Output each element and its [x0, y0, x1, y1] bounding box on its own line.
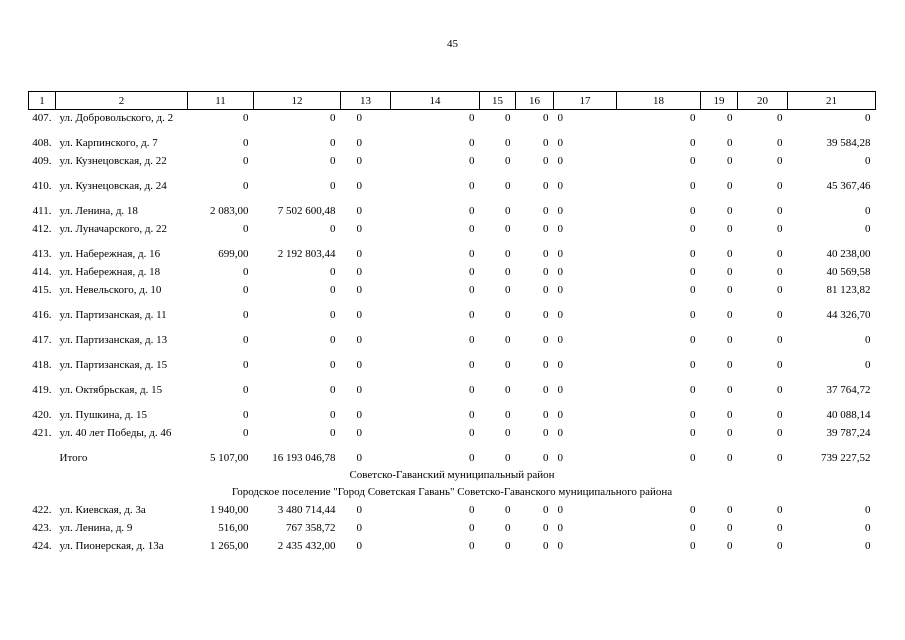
value-cell: 0: [330, 384, 336, 396]
value-cell: 0: [727, 180, 733, 192]
value-cell: 1 940,00: [210, 504, 249, 516]
col-header: 13: [341, 92, 391, 110]
value-cell: 0: [469, 384, 475, 396]
value-cell: 0: [727, 334, 733, 346]
value-cell: 0: [690, 155, 696, 167]
section-title: Советско-Гаванский муниципальный район: [349, 469, 555, 481]
value-cell: 0: [690, 223, 696, 235]
row-number: 416.: [32, 309, 52, 321]
total-cell: 0: [356, 452, 362, 464]
value-cell: 0: [505, 155, 511, 167]
col-header: 2: [56, 92, 188, 110]
value-cell: 0: [690, 180, 696, 192]
address-cell: ул. Партизанская, д. 13: [59, 334, 168, 346]
table-row: [29, 332, 876, 357]
address-cell: ул. Набережная, д. 16: [59, 248, 161, 260]
col-header: 14: [391, 92, 480, 110]
value-cell: 0: [865, 504, 871, 516]
value-cell: 0: [469, 309, 475, 321]
value-cell: 0: [557, 266, 563, 278]
value-cell: 0: [543, 266, 549, 278]
value-cell: 0: [690, 359, 696, 371]
header-row: [29, 92, 876, 110]
table-row: [29, 221, 876, 246]
value-cell: 699,00: [218, 248, 249, 260]
value-cell: 0: [690, 112, 696, 124]
value-cell: 0: [330, 409, 336, 421]
value-cell: 0: [727, 223, 733, 235]
address-cell: ул. Ленина, д. 9: [59, 522, 133, 534]
value-cell: 0: [727, 504, 733, 516]
table-row: [29, 307, 876, 332]
col-header: 20: [738, 92, 788, 110]
total-cell: 0: [727, 452, 733, 464]
value-cell: 0: [469, 205, 475, 217]
value-cell: 0: [777, 540, 783, 552]
value-cell: 0: [330, 334, 336, 346]
value-cell: 0: [356, 248, 362, 260]
address-cell: ул. Луначарского, д. 22: [59, 223, 167, 235]
value-cell: 0: [469, 266, 475, 278]
total-cell: 0: [505, 452, 511, 464]
row-number: 421.: [32, 427, 52, 439]
value-cell: 0: [557, 359, 563, 371]
table-row: [29, 282, 876, 307]
address-cell: ул. Партизанская, д. 15: [59, 359, 168, 371]
value-cell: 0: [469, 180, 475, 192]
value-cell: 1 265,00: [210, 540, 249, 552]
value-cell: 0: [469, 359, 475, 371]
value-cell: 0: [543, 427, 549, 439]
value-cell: 0: [543, 205, 549, 217]
value-cell: 0: [777, 205, 783, 217]
value-cell: 0: [690, 409, 696, 421]
value-cell: 0: [690, 504, 696, 516]
value-cell: 2 083,00: [210, 205, 249, 217]
value-cell: 767 358,72: [286, 522, 336, 534]
value-cell: 0: [505, 223, 511, 235]
value-cell: 0: [727, 540, 733, 552]
value-cell: 0: [557, 112, 563, 124]
value-cell: 0: [865, 359, 871, 371]
value-cell: 0: [356, 504, 362, 516]
value-cell: 0: [469, 223, 475, 235]
address-cell: ул. Партизанская, д. 11: [59, 309, 167, 321]
table-row: [29, 110, 876, 136]
row-number: 414.: [32, 266, 52, 278]
total-label: Итого: [59, 452, 88, 464]
total-cell: 0: [777, 452, 783, 464]
value-cell: 0: [330, 223, 336, 235]
value-cell: 0: [727, 359, 733, 371]
row-number: 422.: [32, 504, 52, 516]
value-cell: 0: [243, 137, 249, 149]
value-cell: 0: [356, 309, 362, 321]
row-number: 408.: [32, 137, 52, 149]
value-cell: 0: [469, 427, 475, 439]
data-table: [28, 91, 876, 563]
value-cell: 0: [330, 427, 336, 439]
value-cell: 0: [865, 540, 871, 552]
address-cell: ул. Октябрьская, д. 15: [59, 384, 163, 396]
table-row: [29, 382, 876, 407]
value-cell: 0: [777, 504, 783, 516]
value-cell: 516,00: [218, 522, 249, 534]
value-cell: 0: [777, 427, 783, 439]
value-cell: 0: [690, 522, 696, 534]
value-cell: 0: [356, 522, 362, 534]
value-cell: 39 584,28: [826, 137, 871, 149]
address-cell: ул. Добровольского, д. 2: [59, 112, 174, 124]
value-cell: 0: [777, 359, 783, 371]
row-number: 420.: [32, 409, 52, 421]
total-cell: 739 227,52: [821, 452, 871, 464]
value-cell: 0: [777, 309, 783, 321]
value-cell: 0: [243, 223, 249, 235]
value-cell: 0: [330, 359, 336, 371]
value-cell: 0: [505, 427, 511, 439]
value-cell: 0: [557, 334, 563, 346]
col-header: 12: [254, 92, 341, 110]
value-cell: 0: [690, 284, 696, 296]
address-cell: ул. Пионерская, д. 13а: [59, 540, 164, 552]
value-cell: 44 326,70: [826, 309, 871, 321]
value-cell: 0: [505, 522, 511, 534]
value-cell: 0: [543, 540, 549, 552]
value-cell: 0: [777, 334, 783, 346]
value-cell: 0: [469, 522, 475, 534]
value-cell: 0: [557, 540, 563, 552]
value-cell: 0: [356, 180, 362, 192]
col-header: 11: [188, 92, 254, 110]
value-cell: 0: [543, 223, 549, 235]
section-row: [29, 468, 876, 485]
value-cell: 0: [356, 359, 362, 371]
row-number: 415.: [32, 284, 52, 296]
value-cell: 0: [330, 137, 336, 149]
value-cell: 45 367,46: [826, 180, 871, 192]
value-cell: 0: [727, 155, 733, 167]
table-row: [29, 153, 876, 178]
value-cell: 0: [505, 540, 511, 552]
value-cell: 0: [356, 112, 362, 124]
value-cell: 0: [243, 309, 249, 321]
col-header: 16: [516, 92, 554, 110]
value-cell: 0: [543, 384, 549, 396]
value-cell: 0: [469, 137, 475, 149]
row-number: 410.: [32, 180, 52, 192]
value-cell: 0: [865, 334, 871, 346]
address-cell: ул. Киевская, д. 3а: [59, 504, 146, 516]
value-cell: 0: [865, 223, 871, 235]
value-cell: 0: [243, 359, 249, 371]
value-cell: 2 192 803,44: [277, 248, 336, 260]
value-cell: 0: [505, 266, 511, 278]
col-header: 18: [617, 92, 701, 110]
address-cell: ул. Кузнецовская, д. 22: [59, 155, 167, 167]
value-cell: 0: [469, 409, 475, 421]
value-cell: 0: [356, 540, 362, 552]
value-cell: 0: [469, 334, 475, 346]
value-cell: 0: [777, 384, 783, 396]
value-cell: 0: [356, 284, 362, 296]
value-cell: 0: [777, 180, 783, 192]
value-cell: 0: [557, 522, 563, 534]
total-cell: 5 107,00: [210, 452, 249, 464]
row-number: 418.: [32, 359, 52, 371]
value-cell: 0: [690, 248, 696, 260]
value-cell: 0: [330, 284, 336, 296]
value-cell: 0: [557, 409, 563, 421]
value-cell: 0: [865, 112, 871, 124]
value-cell: 0: [356, 205, 362, 217]
value-cell: 0: [690, 540, 696, 552]
value-cell: 0: [243, 334, 249, 346]
table-row: [29, 538, 876, 563]
value-cell: 0: [330, 112, 336, 124]
value-cell: 0: [330, 309, 336, 321]
value-cell: 0: [356, 334, 362, 346]
value-cell: 0: [557, 180, 563, 192]
value-cell: 0: [557, 155, 563, 167]
row-number: 424.: [32, 540, 52, 552]
value-cell: 0: [557, 384, 563, 396]
value-cell: 0: [543, 522, 549, 534]
table-row: [29, 425, 876, 450]
value-cell: 7 502 600,48: [277, 205, 336, 217]
value-cell: 0: [505, 205, 511, 217]
value-cell: 0: [505, 137, 511, 149]
value-cell: 0: [557, 137, 563, 149]
value-cell: 0: [505, 248, 511, 260]
value-cell: 0: [505, 409, 511, 421]
value-cell: 0: [865, 522, 871, 534]
value-cell: 0: [469, 248, 475, 260]
col-header: 21: [788, 92, 876, 110]
value-cell: 0: [243, 284, 249, 296]
total-cell: 0: [469, 452, 475, 464]
value-cell: 40 569,58: [826, 266, 871, 278]
table-row: [29, 178, 876, 203]
value-cell: 0: [243, 266, 249, 278]
value-cell: 0: [777, 284, 783, 296]
value-cell: 0: [727, 309, 733, 321]
value-cell: 0: [690, 427, 696, 439]
value-cell: 0: [543, 137, 549, 149]
row-number: 423.: [32, 522, 52, 534]
total-cell: 0: [543, 452, 549, 464]
table-row: [29, 246, 876, 264]
value-cell: 0: [356, 155, 362, 167]
value-cell: 0: [777, 223, 783, 235]
value-cell: 0: [243, 180, 249, 192]
value-cell: 0: [690, 384, 696, 396]
value-cell: 0: [727, 137, 733, 149]
table-row: [29, 407, 876, 425]
value-cell: 0: [727, 409, 733, 421]
value-cell: 0: [777, 248, 783, 260]
value-cell: 0: [505, 309, 511, 321]
value-cell: 0: [777, 522, 783, 534]
value-cell: 0: [690, 137, 696, 149]
value-cell: 0: [543, 248, 549, 260]
total-cell: 16 193 046,78: [272, 452, 336, 464]
value-cell: 0: [727, 284, 733, 296]
table-row: [29, 502, 876, 520]
value-cell: 3 480 714,44: [277, 504, 336, 516]
col-header: 17: [554, 92, 617, 110]
value-cell: 0: [557, 205, 563, 217]
row-number: 411.: [32, 205, 52, 217]
value-cell: 0: [356, 266, 362, 278]
address-cell: ул. Карпинского, д. 7: [59, 137, 158, 149]
address-cell: ул. Пушкина, д. 15: [59, 409, 148, 421]
value-cell: 0: [543, 334, 549, 346]
table-row: [29, 520, 876, 538]
row-number: 413.: [32, 248, 52, 260]
value-cell: 0: [777, 112, 783, 124]
value-cell: 0: [727, 266, 733, 278]
value-cell: 0: [690, 309, 696, 321]
row-number: 412.: [32, 223, 52, 235]
value-cell: 0: [505, 359, 511, 371]
value-cell: 0: [727, 248, 733, 260]
value-cell: 0: [243, 155, 249, 167]
value-cell: 0: [356, 137, 362, 149]
row-number: 409.: [32, 155, 52, 167]
value-cell: 40 088,14: [826, 409, 871, 421]
value-cell: 0: [505, 334, 511, 346]
value-cell: 0: [543, 309, 549, 321]
value-cell: 0: [557, 223, 563, 235]
address-cell: ул. Кузнецовская, д. 24: [59, 180, 167, 192]
value-cell: 0: [777, 155, 783, 167]
value-cell: 0: [690, 266, 696, 278]
value-cell: 0: [557, 427, 563, 439]
value-cell: 0: [330, 155, 336, 167]
value-cell: 0: [543, 504, 549, 516]
address-cell: ул. Невельского, д. 10: [59, 284, 162, 296]
value-cell: 0: [543, 180, 549, 192]
value-cell: 2 435 432,00: [277, 540, 336, 552]
value-cell: 0: [865, 155, 871, 167]
value-cell: 0: [727, 205, 733, 217]
total-row: [29, 450, 876, 468]
value-cell: 0: [356, 223, 362, 235]
value-cell: 0: [330, 180, 336, 192]
value-cell: 0: [777, 409, 783, 421]
row-number: 419.: [32, 384, 52, 396]
table-row: [29, 357, 876, 382]
value-cell: 0: [469, 284, 475, 296]
value-cell: 0: [543, 359, 549, 371]
table-row: [29, 135, 876, 153]
value-cell: 0: [356, 409, 362, 421]
subsection-row: [29, 485, 876, 502]
col-header: 15: [480, 92, 516, 110]
value-cell: 0: [505, 504, 511, 516]
value-cell: 0: [330, 266, 336, 278]
value-cell: 0: [727, 384, 733, 396]
value-cell: 0: [865, 205, 871, 217]
value-cell: 0: [727, 427, 733, 439]
value-cell: 39 787,24: [826, 427, 871, 439]
value-cell: 0: [469, 504, 475, 516]
value-cell: 0: [469, 155, 475, 167]
value-cell: 0: [505, 112, 511, 124]
address-cell: ул. 40 лет Победы, д. 46: [59, 427, 172, 439]
value-cell: 40 238,00: [826, 248, 871, 260]
value-cell: 0: [777, 266, 783, 278]
value-cell: 0: [543, 112, 549, 124]
value-cell: 0: [243, 409, 249, 421]
value-cell: 0: [243, 112, 249, 124]
total-cell: 0: [557, 452, 563, 464]
value-cell: 0: [727, 112, 733, 124]
subsection-title: Городское поселение "Город Советская Гавань" Советско-Гаванского муниципального района: [231, 486, 673, 498]
total-cell: 0: [690, 452, 696, 464]
row-number: 407.: [32, 112, 52, 124]
value-cell: 0: [543, 409, 549, 421]
value-cell: 0: [505, 284, 511, 296]
value-cell: 0: [557, 248, 563, 260]
col-header: 19: [701, 92, 738, 110]
table-row: [29, 203, 876, 221]
row-number: 417.: [32, 334, 52, 346]
value-cell: 0: [469, 540, 475, 552]
value-cell: 0: [690, 334, 696, 346]
value-cell: 0: [777, 137, 783, 149]
value-cell: 0: [356, 427, 362, 439]
address-cell: ул. Набережная, д. 18: [59, 266, 161, 278]
value-cell: 0: [356, 384, 362, 396]
value-cell: 0: [243, 384, 249, 396]
value-cell: 0: [505, 180, 511, 192]
col-header: 1: [29, 92, 56, 110]
value-cell: 81 123,82: [826, 284, 871, 296]
value-cell: 37 764,72: [826, 384, 871, 396]
table-row: [29, 264, 876, 282]
value-cell: 0: [543, 284, 549, 296]
value-cell: 0: [469, 112, 475, 124]
value-cell: 0: [543, 155, 549, 167]
value-cell: 0: [557, 309, 563, 321]
address-cell: ул. Ленина, д. 18: [59, 205, 138, 217]
value-cell: 0: [557, 284, 563, 296]
value-cell: 0: [557, 504, 563, 516]
value-cell: 0: [727, 522, 733, 534]
page-number: 45: [447, 38, 458, 50]
value-cell: 0: [505, 384, 511, 396]
value-cell: 0: [690, 205, 696, 217]
value-cell: 0: [243, 427, 249, 439]
